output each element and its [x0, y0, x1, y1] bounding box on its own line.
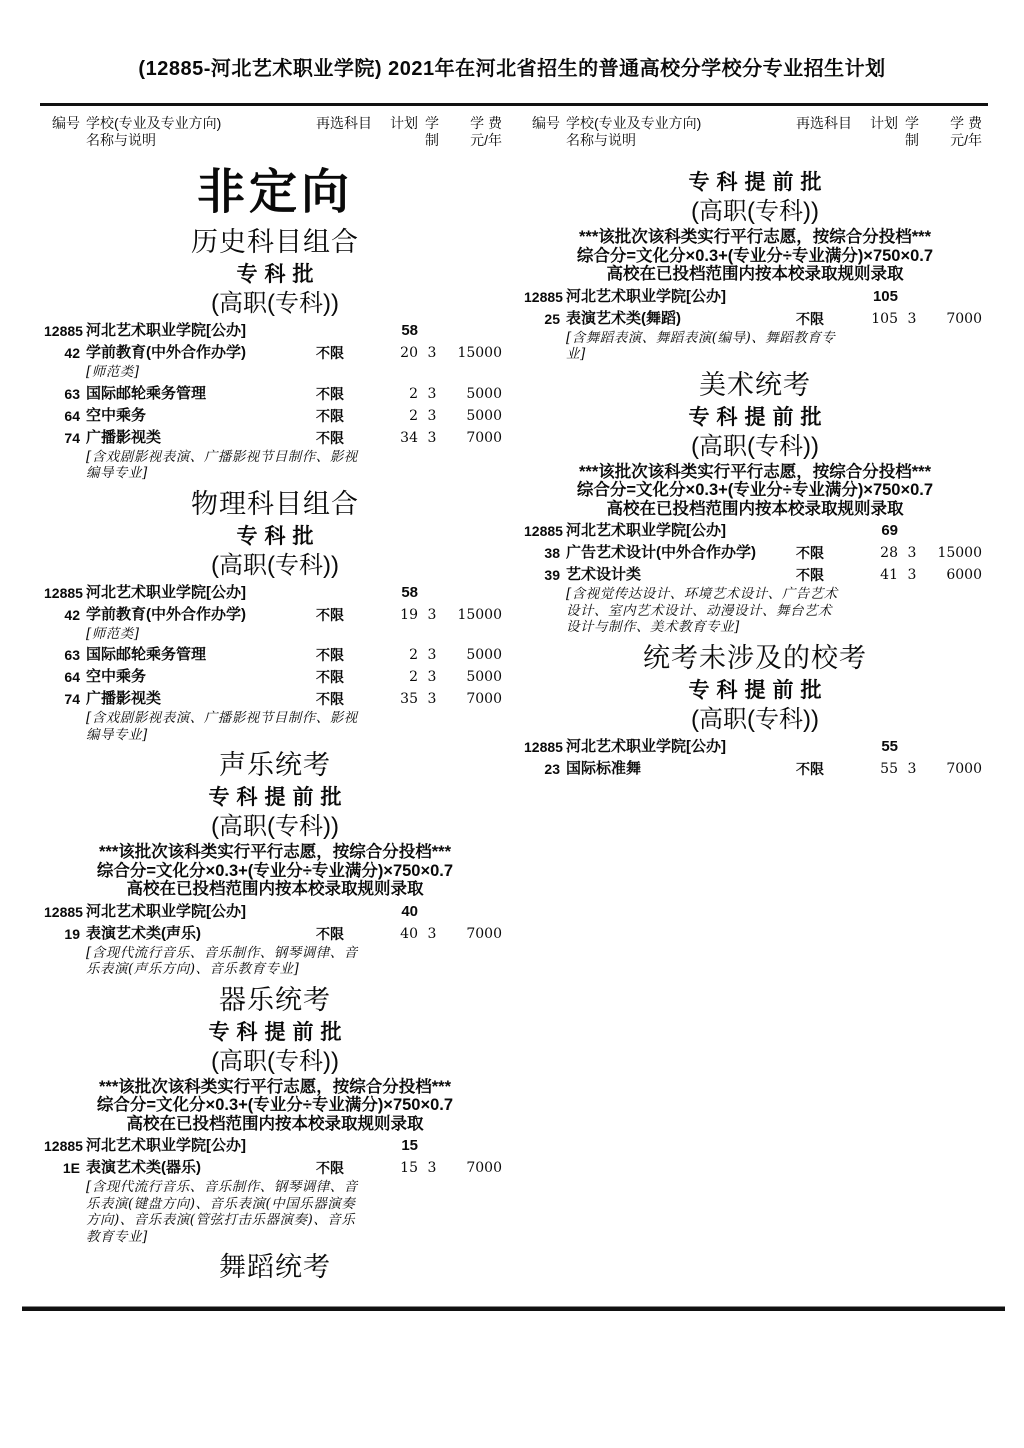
header-school-line2: 名称与说明: [86, 132, 156, 148]
plan-count: 105: [871, 310, 898, 327]
school-code: 12885: [524, 288, 563, 305]
school-name: 河北艺术职业学院[公办]: [566, 287, 726, 305]
subject-requirement: [316, 582, 378, 604]
subject-requirement: 不限: [796, 545, 824, 561]
header-plan: 计划: [390, 115, 418, 131]
tuition-fee: 5000: [466, 647, 502, 663]
major-code: 25: [544, 310, 560, 327]
plan-count: 34: [400, 429, 418, 446]
major-code: 39: [544, 567, 560, 583]
plan-total: 40: [401, 902, 418, 920]
study-years: 3: [427, 669, 437, 685]
policy-line: 高校在已投档范围内按本校录取规则录取: [606, 499, 904, 518]
major-name: 广告艺术设计(中外合作办学): [566, 544, 756, 561]
level-heading: (高职(专科)): [691, 432, 819, 460]
school-row: [44, 901, 506, 923]
exam-type-heading: 舞蹈统考: [219, 1252, 331, 1282]
table-header-right: [524, 115, 986, 149]
school-row: [44, 1135, 506, 1157]
header-years-line2: 制: [425, 132, 439, 148]
policy-line: ***该批次该科类实行平行志愿，按综合分投档***: [98, 843, 452, 861]
major-row: [44, 604, 506, 626]
subject-requirement: [796, 520, 858, 542]
header-years: [418, 115, 446, 149]
plan-count: 40: [400, 925, 418, 942]
policy-line: ***该批次该科类实行平行志愿，按综合分投档***: [578, 462, 932, 481]
tuition-fee: 5000: [466, 407, 502, 424]
level-heading: (高职(专科)): [211, 813, 339, 840]
subject-requirement: 不限: [316, 691, 344, 707]
major-row: [44, 644, 506, 666]
plan-count: 2: [409, 647, 418, 663]
major-note: [含舞蹈表演、舞蹈表演(编导)、舞蹈教育专业]: [566, 329, 836, 362]
bottom-rule: [22, 1306, 1005, 1311]
header-years-line2: 制: [905, 132, 919, 148]
batch-heading: 专科提前批: [688, 171, 829, 194]
policy-line: 高校在已投档范围内按本校录取规则录取: [126, 880, 424, 898]
tuition-fee: 7000: [466, 925, 502, 942]
major-note: [含戏剧影视表演、广播影视节目制作、影视编导专业]: [86, 710, 358, 743]
plan-total: 15: [401, 1137, 418, 1154]
major-note: [含现代流行音乐、音乐制作、钢琴调律、音乐表演(键盘方向)、音乐表演(中国乐器演奏方向)、音乐表演(管弦打击乐器演奏)、音乐教育专业]: [86, 1179, 358, 1245]
policy-line: 综合分=文化分×0.3+(专业分÷专业满分)×750×0.7: [576, 481, 934, 499]
header-subjects: 再选科目: [796, 115, 852, 131]
study-years: 3: [907, 545, 917, 561]
policy-line: 高校在已投档范围内按本校录取规则录取: [606, 265, 904, 283]
policy-line: ***该批次该科类实行平行志愿，按综合分投档***: [98, 1077, 452, 1096]
plan-total: 58: [401, 322, 418, 339]
plan-count: 2: [409, 407, 418, 424]
exam-type-heading: 器乐统考: [219, 984, 331, 1015]
major-code: 74: [64, 429, 80, 446]
header-years-line1: 学: [425, 115, 439, 131]
exam-type-heading: 统考未涉及的校考: [643, 642, 867, 673]
major-note: [师范类]: [86, 364, 140, 380]
study-years: 3: [427, 385, 437, 402]
school-row: [524, 286, 986, 308]
subject-requirement: 不限: [316, 669, 344, 685]
tuition-fee: 15000: [937, 545, 982, 561]
tuition-fee: 5000: [466, 669, 502, 685]
tuition-fee: 7000: [946, 310, 982, 327]
study-years: 3: [427, 606, 437, 623]
category-heading: 非定向: [196, 166, 353, 219]
major-name: 广播影视类: [86, 428, 162, 446]
major-code: 38: [544, 545, 560, 561]
subject-requirement: [316, 1135, 378, 1157]
school-name: 河北艺术职业学院[公办]: [86, 583, 246, 601]
policy-line: ***该批次该科类实行平行志愿，按综合分投档***: [578, 228, 932, 246]
study-years: 3: [907, 310, 917, 327]
policy-note: [44, 843, 506, 899]
school-code: 12885: [44, 584, 83, 601]
header-fee: [926, 115, 982, 149]
school-row: [524, 520, 986, 542]
batch-heading: 专科批: [236, 263, 321, 286]
tuition-fee: 7000: [946, 760, 982, 777]
header-school-line2: 名称与说明: [566, 132, 636, 148]
major-code: 64: [64, 407, 80, 424]
major-code: 23: [544, 760, 560, 777]
major-code: 74: [64, 691, 80, 707]
policy-note: [44, 1078, 506, 1134]
major-name: 广播影视类: [86, 690, 162, 707]
subject-requirement: 不限: [316, 429, 344, 446]
policy-line: 综合分=文化分×0.3+(专业分÷专业满分)×750×0.7: [576, 246, 934, 265]
major-name: 学前教育(中外合作办学): [86, 344, 246, 361]
tuition-fee: 15000: [457, 606, 502, 623]
table-header-left: [44, 115, 506, 149]
exam-type-heading: 历史科目组合: [191, 227, 359, 257]
header-school-line1: 学校(专业及专业方向): [86, 115, 222, 131]
batch-heading: 专科提前批: [688, 405, 829, 429]
major-row: [44, 405, 506, 427]
level-heading: (高职(专科)): [211, 1047, 339, 1075]
major-name: 学前教育(中外合作办学): [86, 605, 246, 623]
tuition-fee: 6000: [946, 567, 982, 583]
top-rule: [40, 103, 988, 106]
major-name: 表演艺术类(声乐): [86, 924, 201, 942]
exam-type-heading: 美术统考: [699, 369, 811, 400]
subject-requirement: [796, 286, 858, 308]
major-name: 国际邮轮乘务管理: [86, 384, 207, 402]
school-code: 12885: [524, 738, 563, 755]
subject-requirement: [316, 901, 378, 923]
school-code: 12885: [44, 1138, 83, 1154]
subject-requirement: 不限: [316, 647, 344, 663]
subject-requirement: 不限: [796, 760, 824, 777]
school-code: 12885: [524, 523, 563, 539]
right-column: [524, 166, 986, 780]
tuition-fee: 7000: [466, 691, 502, 707]
study-years: 3: [907, 760, 917, 777]
subject-requirement: 不限: [316, 1160, 344, 1176]
study-years: 3: [907, 567, 917, 583]
batch-heading: 专科批: [236, 524, 321, 548]
major-note: [含现代流行音乐、音乐制作、钢琴调律、音乐表演(声乐方向)、音乐教育专业]: [86, 944, 358, 977]
plan-count: 41: [880, 567, 898, 583]
major-row: [524, 542, 986, 564]
header-fee-line1: 学 费: [470, 115, 502, 131]
batch-heading: 专科提前批: [208, 786, 349, 809]
level-heading: (高职(专科)): [691, 198, 819, 225]
major-row: [44, 342, 506, 364]
major-code: 1E: [62, 1160, 80, 1176]
school-row: [524, 736, 986, 758]
major-code: 42: [64, 345, 80, 361]
school-name: 河北艺术职业学院[公办]: [86, 1137, 246, 1154]
major-note: [含戏剧影视表演、广播影视节目制作、影视编导专业]: [86, 448, 358, 481]
plan-count: 55: [880, 760, 898, 777]
major-name: 空中乘务: [86, 406, 147, 424]
major-name: 表演艺术类(器乐): [86, 1159, 201, 1176]
major-code: 63: [64, 647, 80, 663]
school-row: [44, 582, 506, 604]
subject-requirement: 不限: [316, 606, 344, 623]
tuition-fee: 15000: [457, 345, 502, 361]
plan-count: 2: [409, 669, 418, 685]
subject-requirement: 不限: [316, 385, 344, 402]
subject-requirement: [316, 320, 378, 342]
policy-line: 高校在已投档范围内按本校录取规则录取: [126, 1114, 424, 1133]
subject-requirement: 不限: [316, 925, 344, 942]
study-years: 3: [427, 345, 437, 361]
level-heading: (高职(专科)): [211, 551, 339, 579]
plan-count: 2: [409, 385, 418, 402]
major-code: 63: [64, 385, 80, 402]
plan-total: 105: [872, 287, 898, 305]
study-years: 3: [427, 647, 437, 663]
study-years: 3: [427, 407, 437, 424]
header-school-line1: 学校(专业及专业方向): [566, 115, 702, 131]
exam-type-heading: 物理科目组合: [191, 488, 359, 519]
tuition-fee: 5000: [466, 385, 502, 402]
school-code: 12885: [44, 323, 83, 339]
header-plan: 计划: [870, 115, 898, 131]
school-name: 河北艺术职业学院[公办]: [86, 902, 246, 920]
plan-total: 55: [881, 737, 898, 755]
header-code: 编号: [532, 115, 560, 131]
header-subjects: 再选科目: [316, 115, 372, 131]
major-code: 64: [64, 669, 80, 685]
header-years-line1: 学: [905, 115, 919, 131]
major-note: [含视觉传达设计、环境艺术设计、广告艺术设计、室内艺术设计、动漫设计、舞台艺术设计与制作、美术教育专业]: [566, 586, 838, 635]
school-name: 河北艺术职业学院[公办]: [566, 522, 726, 539]
major-name: 国际邮轮乘务管理: [86, 646, 207, 663]
major-row: [44, 383, 506, 405]
subject-requirement: 不限: [316, 345, 344, 361]
header-years: [898, 115, 926, 149]
plan-count: 28: [880, 545, 898, 561]
tuition-fee: 7000: [466, 429, 502, 446]
header-fee-line2: 元/年: [470, 132, 502, 148]
subject-requirement: [796, 736, 858, 758]
major-code: 19: [64, 925, 80, 942]
header-school: [86, 115, 316, 149]
plan-count: 15: [400, 1160, 418, 1176]
major-row: [44, 688, 506, 710]
left-column: [44, 166, 506, 1283]
level-heading: (高职(专科)): [691, 705, 819, 733]
exam-type-heading: 声乐统考: [219, 750, 331, 780]
major-name: 艺术设计类: [566, 566, 642, 583]
level-heading: (高职(专科)): [211, 290, 339, 317]
policy-line: 综合分=文化分×0.3+(专业分÷专业满分)×750×0.7: [96, 861, 454, 880]
major-code: 42: [64, 606, 80, 623]
plan-count: 35: [400, 691, 418, 707]
major-row: [524, 308, 986, 330]
major-row: [524, 758, 986, 780]
header-code: 编号: [52, 115, 80, 131]
major-row: [44, 666, 506, 688]
study-years: 3: [427, 429, 437, 446]
study-years: 3: [427, 691, 437, 707]
major-note: [师范类]: [86, 625, 140, 642]
plan-count: 19: [400, 606, 418, 623]
tuition-fee: 7000: [466, 1160, 502, 1176]
policy-note: [524, 228, 986, 284]
major-row: [44, 1157, 506, 1179]
major-name: 表演艺术类(舞蹈): [566, 309, 681, 327]
header-fee-line1: 学 费: [950, 115, 982, 131]
school-name: 河北艺术职业学院[公办]: [566, 737, 726, 755]
subject-requirement: 不限: [796, 567, 824, 583]
major-name: 空中乘务: [86, 668, 147, 685]
page-title: (12885-河北艺术职业学院) 2021年在河北省招生的普通高校分学校分专业招生计划: [138, 58, 886, 80]
subject-requirement: 不限: [796, 310, 824, 327]
school-code: 12885: [44, 903, 83, 920]
major-row: [44, 427, 506, 449]
batch-heading: 专科提前批: [208, 1020, 349, 1044]
plan-count: 20: [400, 345, 418, 361]
major-name: 国际标准舞: [566, 759, 642, 777]
plan-total: 69: [881, 522, 898, 539]
major-row: [524, 564, 986, 586]
header-fee: [446, 115, 502, 149]
study-years: 3: [427, 1160, 437, 1176]
policy-note: [524, 463, 986, 519]
batch-heading: 专科提前批: [688, 678, 829, 702]
policy-line: 综合分=文化分×0.3+(专业分÷专业满分)×750×0.7: [96, 1096, 454, 1114]
header-fee-line2: 元/年: [950, 132, 982, 148]
study-years: 3: [427, 925, 437, 942]
school-row: [44, 320, 506, 342]
plan-total: 58: [401, 583, 418, 601]
school-name: 河北艺术职业学院[公办]: [86, 322, 246, 339]
header-school: [566, 115, 796, 149]
major-row: [44, 923, 506, 945]
subject-requirement: 不限: [316, 407, 344, 424]
